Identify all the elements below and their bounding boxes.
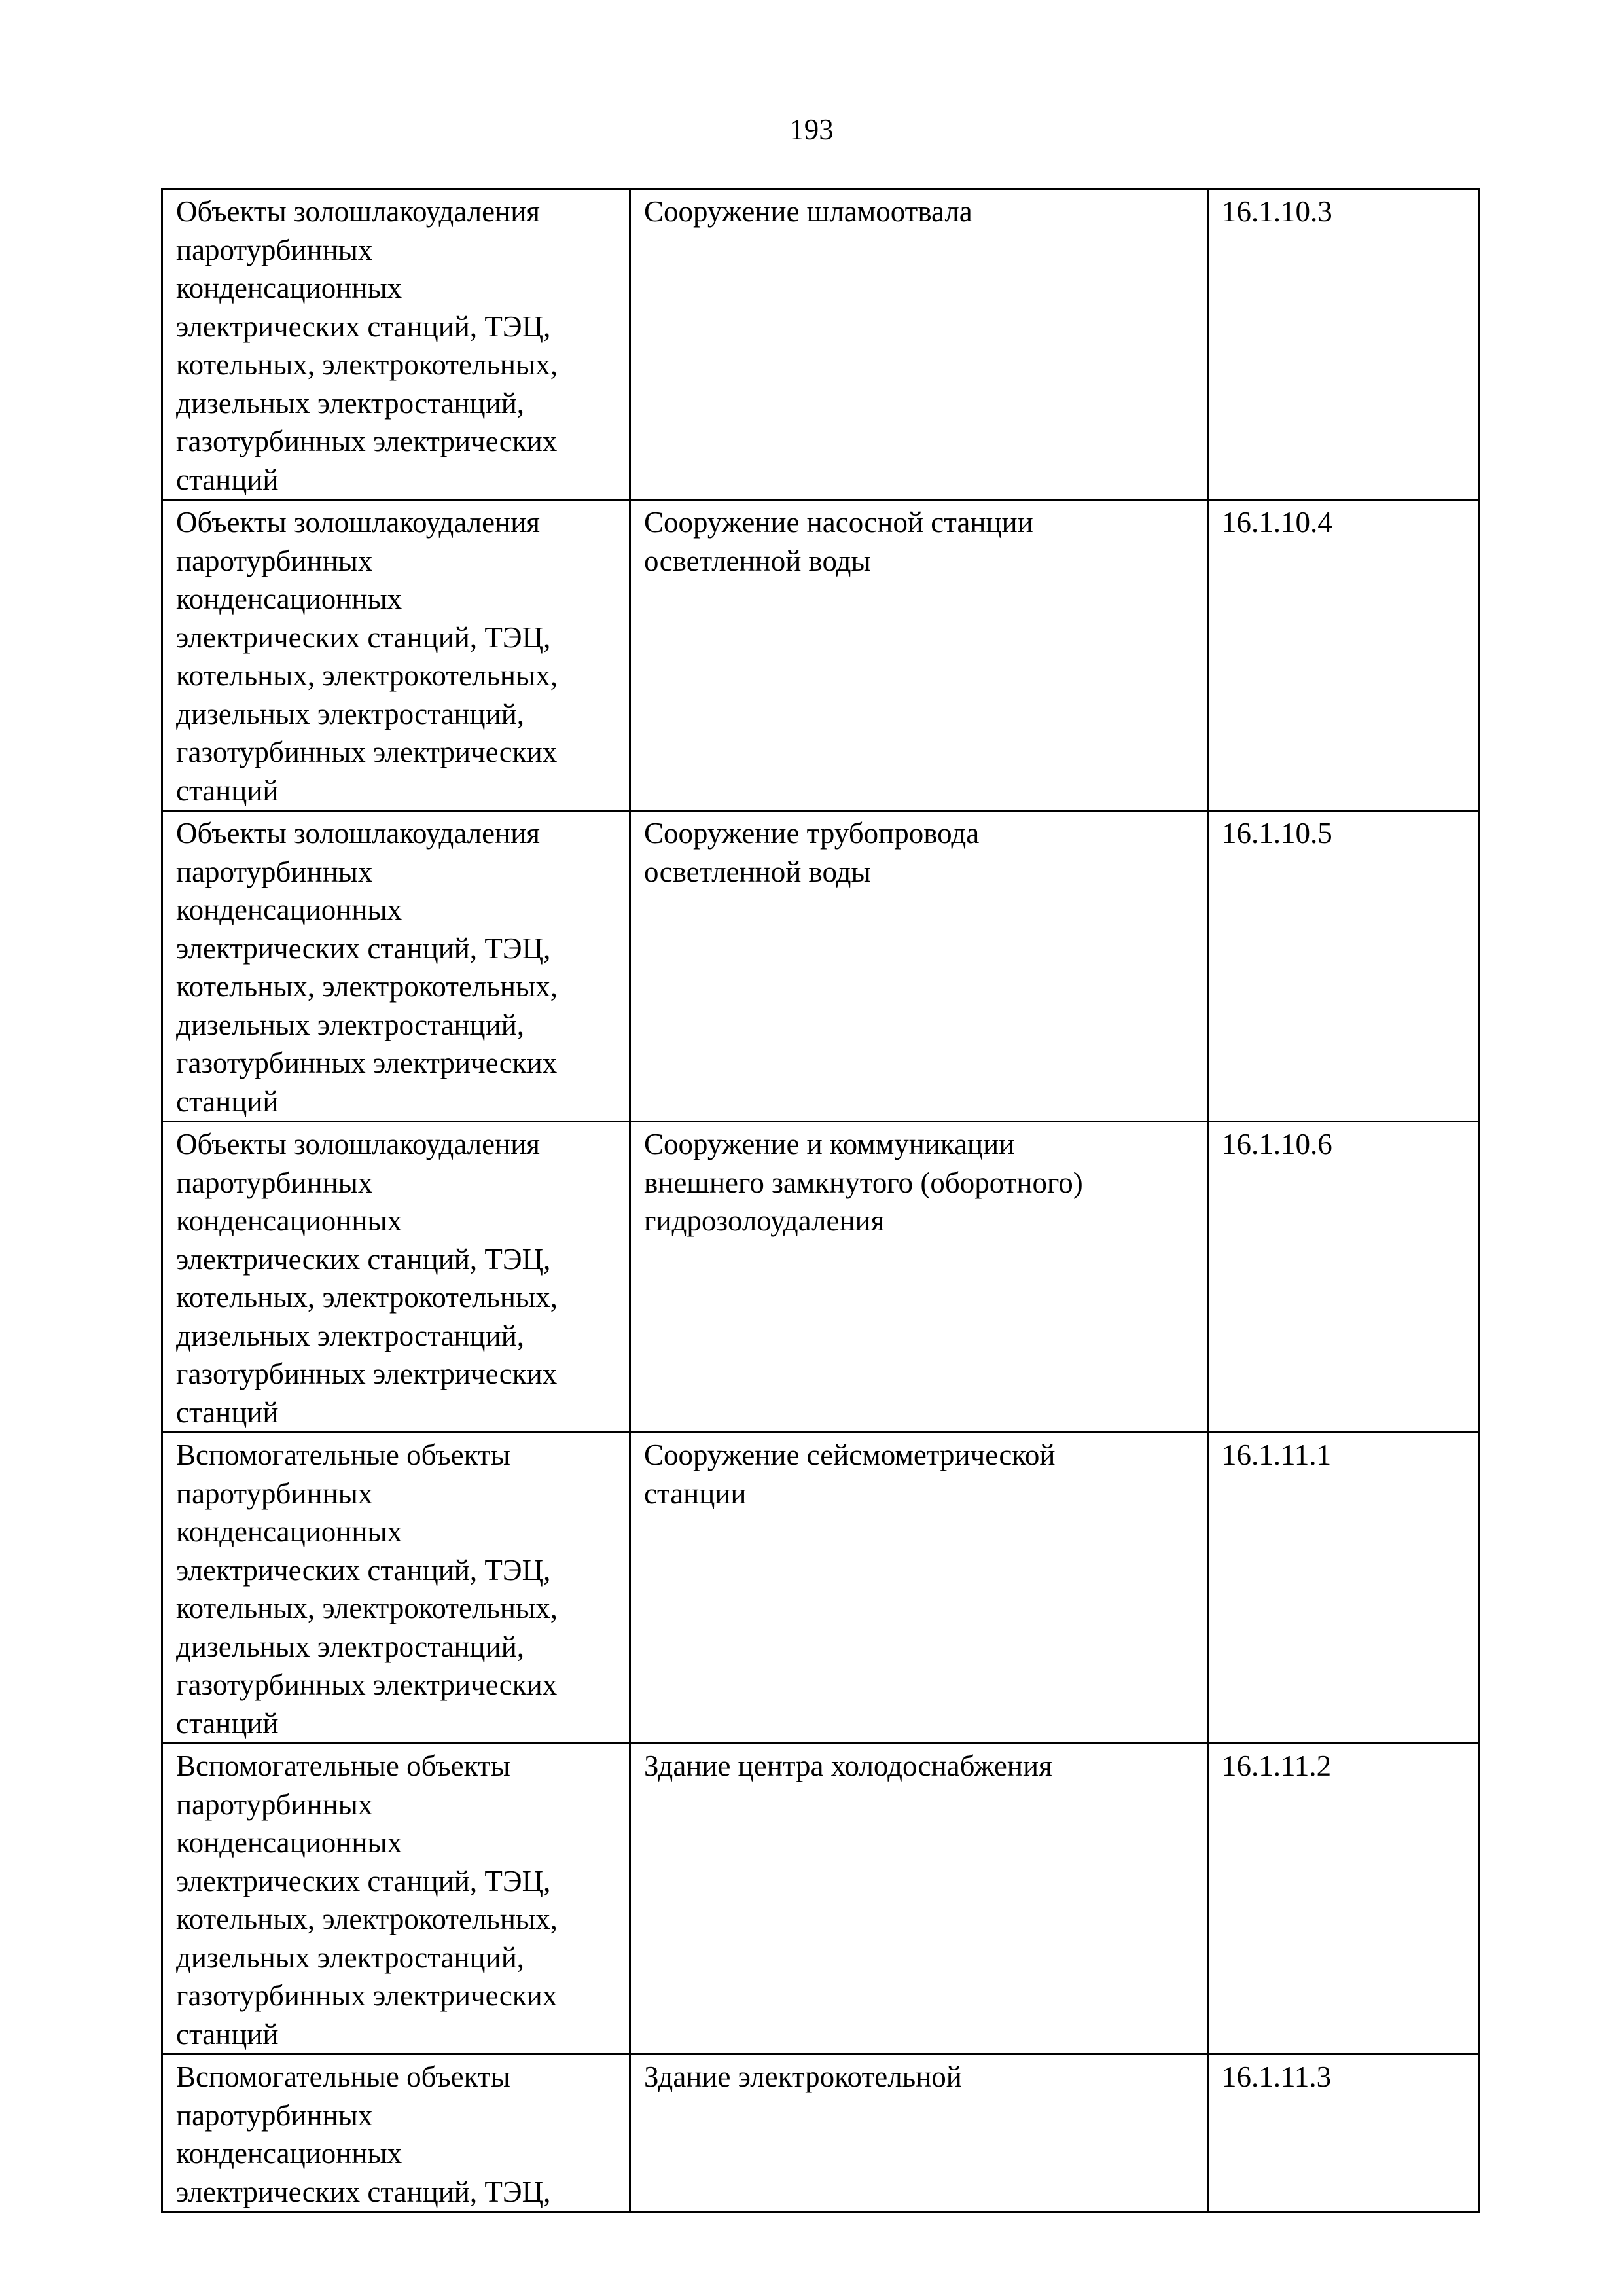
table-row <box>162 189 1480 500</box>
code-cell: 16.1.10.4 <box>1208 500 1480 811</box>
category-cell <box>162 811 630 1122</box>
category-line: конденсационных <box>176 893 402 926</box>
category-line: котельных, электрокотельных, <box>176 1903 558 1935</box>
table-row <box>162 1744 1480 2054</box>
category-line: дизельных электростанций, <box>176 1008 525 1041</box>
object-line: внешнего замкнутого (оборотного) <box>644 1166 1083 1199</box>
category-line: станций <box>176 1085 279 1118</box>
category-line: Объекты золошлакоудаления <box>176 817 540 850</box>
object-line: гидрозолоудаления <box>644 1204 885 1237</box>
category-line: дизельных электростанций, <box>176 697 525 730</box>
category-cell <box>162 500 630 811</box>
object-line: Сооружение трубопровода <box>644 817 980 850</box>
category-line: дизельных электростанций, <box>176 1319 525 1352</box>
object-cell <box>630 189 1208 500</box>
code-cell: 16.1.11.1 <box>1208 1433 1480 1744</box>
category-line: паротурбинных <box>176 1477 373 1510</box>
category-line: котельных, электрокотельных, <box>176 1281 558 1314</box>
object-line: Сооружение шламоотвала <box>644 195 972 228</box>
category-line: электрических станций, ТЭЦ, <box>176 1553 551 1587</box>
category-cell <box>162 1744 630 2054</box>
category-line: конденсационных <box>176 583 402 615</box>
category-line: конденсационных <box>176 1515 402 1548</box>
table-row <box>162 1433 1480 1744</box>
category-line: электрических станций, ТЭЦ, <box>176 931 551 965</box>
category-line: станций <box>176 2017 279 2051</box>
category-line: электрических станций, ТЭЦ, <box>176 1242 551 1276</box>
category-line: дизельных электростанций, <box>176 386 525 420</box>
category-line: Вспомогательные объекты <box>176 1439 510 1471</box>
category-line: станций <box>176 774 279 807</box>
table-row <box>162 1122 1480 1433</box>
category-line: электрических станций, ТЭЦ, <box>176 620 551 654</box>
object-line: Сооружение и коммуникации <box>644 1128 1015 1160</box>
object-cell <box>630 1122 1208 1433</box>
object-line: Сооружение насосной станции <box>644 506 1033 539</box>
category-line: дизельных электростанций, <box>176 1630 525 1663</box>
object-cell <box>630 1744 1208 2054</box>
code-cell: 16.1.10.6 <box>1208 1122 1480 1433</box>
code-cell: 16.1.10.5 <box>1208 811 1480 1122</box>
category-line: дизельных электростанций, <box>176 1941 525 1974</box>
category-cell <box>162 1122 630 1433</box>
category-line: паротурбинных <box>176 1166 373 1199</box>
category-line: котельных, электрокотельных, <box>176 970 558 1003</box>
object-line: Здание центра холодоснабжения <box>644 1749 1052 1782</box>
category-cell <box>162 2054 630 2212</box>
table-body <box>162 189 1480 2212</box>
code-cell: 16.1.11.3 <box>1208 2054 1480 2212</box>
category-line: газотурбинных электрических <box>176 736 558 768</box>
category-line: котельных, электрокотельных, <box>176 1592 558 1624</box>
table-row <box>162 500 1480 811</box>
object-line: Сооружение сейсмометрической <box>644 1439 1056 1471</box>
table-row <box>162 811 1480 1122</box>
category-line: конденсационных <box>176 2137 402 2170</box>
object-line: станции <box>644 1477 747 1510</box>
category-line: конденсационных <box>176 1204 402 1237</box>
category-line: газотурбинных электрических <box>176 1979 558 2012</box>
category-line: газотурбинных электрических <box>176 425 558 457</box>
category-line: паротурбинных <box>176 855 373 888</box>
category-line: Объекты золошлакоудаления <box>176 506 540 539</box>
category-line: электрических станций, ТЭЦ, <box>176 1864 551 1897</box>
object-cell <box>630 2054 1208 2212</box>
category-line: конденсационных <box>176 1826 402 1859</box>
object-cell <box>630 811 1208 1122</box>
category-line: станций <box>176 463 279 496</box>
category-line: электрических станций, ТЭЦ, <box>176 310 551 343</box>
category-line: конденсационных <box>176 272 402 304</box>
object-line: Здание электрокотельной <box>644 2060 962 2093</box>
category-line: котельных, электрокотельных, <box>176 348 558 381</box>
category-line: Вспомогательные объекты <box>176 1749 510 1782</box>
category-line: паротурбинных <box>176 544 373 577</box>
category-line: Объекты золошлакоудаления <box>176 1128 540 1160</box>
category-line: паротурбинных <box>176 1787 373 1821</box>
category-line: станций <box>176 1395 279 1429</box>
category-line: газотурбинных электрических <box>176 1668 558 1701</box>
object-line: осветленной воды <box>644 544 871 577</box>
object-cell <box>630 500 1208 811</box>
category-cell <box>162 189 630 500</box>
category-cell <box>162 1433 630 1744</box>
code-cell: 16.1.11.2 <box>1208 1744 1480 2054</box>
category-line: электрических станций, ТЭЦ, <box>176 2175 551 2208</box>
classification-table <box>161 188 1480 2213</box>
category-line: газотурбинных электрических <box>176 1047 558 1079</box>
category-line: паротурбинных <box>176 2098 373 2132</box>
table-row <box>162 2054 1480 2212</box>
category-line: станций <box>176 1706 279 1740</box>
category-line: Объекты золошлакоудаления <box>176 195 540 228</box>
object-cell <box>630 1433 1208 1744</box>
object-line: осветленной воды <box>644 855 871 888</box>
category-line: котельных, электрокотельных, <box>176 659 558 692</box>
category-line: Вспомогательные объекты <box>176 2060 510 2093</box>
code-cell: 16.1.10.3 <box>1208 189 1480 500</box>
category-line: газотурбинных электрических <box>176 1357 558 1390</box>
category-line: паротурбинных <box>176 233 373 266</box>
page-number: 193 <box>789 113 834 146</box>
